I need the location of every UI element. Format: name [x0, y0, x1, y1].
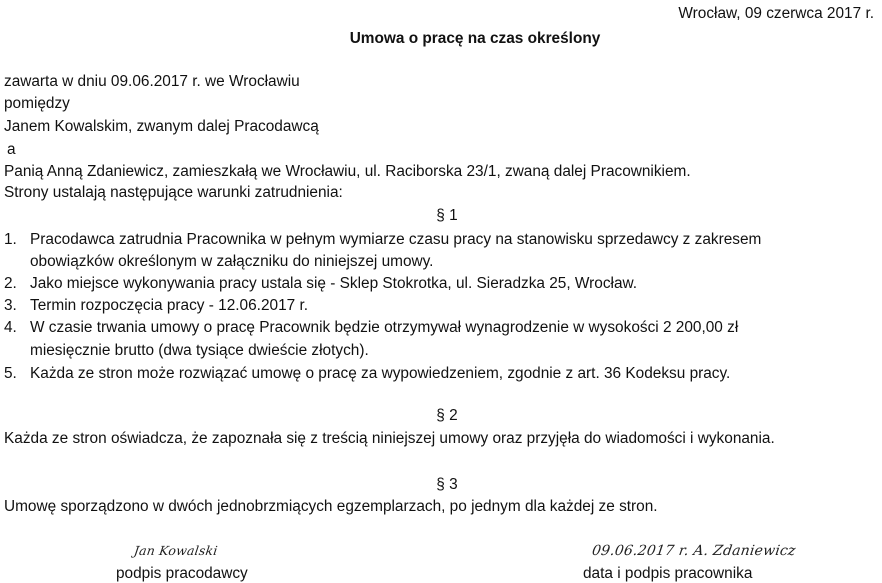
list-item-text: W czasie trwania umowy o pracę Pracownik będzie otrzymywał wynagrodzenie w wysokości 2 200,00 zł — [30, 319, 739, 336]
section-2-text: Każda ze stron oświadcza, że zapoznała się z treścią niniejszej umowy oraz przyjęła do wiadomości i wykonania. — [4, 430, 775, 447]
intro-line-3: Janem Kowalskim, zwanym dalej Pracodawcą — [4, 118, 319, 135]
intro-line-5: Panią Anną Zdaniewicz, zamieszkałą we Wrocławiu, ul. Raciborska 23/1, zwaną dalej Pracownikiem. — [4, 163, 691, 180]
list-item-number: 3. — [4, 297, 17, 314]
list-item-text: Jako miejsce wykonywania pracy ustala się - Sklep Stokrotka, ul. Sieradzka 25, Wrocław. — [30, 275, 638, 292]
employee-signature-caption: data i podpis pracownika — [583, 565, 753, 582]
intro-line-1: zawarta w dniu 09.06.2017 r. we Wrocławiu — [4, 73, 300, 90]
list-item-number: 1. — [4, 231, 17, 248]
list-item-text-continued: obowiązków określonym w załączniku do niniejszej umowy. — [30, 253, 434, 270]
employer-signature: Jan Kowalski — [132, 543, 219, 558]
intro-line-6: Strony ustalają następujące warunki zatrudnienia: — [4, 184, 343, 201]
list-item-text: Termin rozpoczęcia pracy - 12.06.2017 r. — [30, 297, 309, 314]
intro-line-2: pomiędzy — [4, 95, 70, 112]
list-item-number: 4. — [4, 319, 17, 336]
employee-signature: 09.06.2017 r. A. Zdaniewicz — [590, 543, 797, 559]
list-item-text-continued: miesięcznie brutto (dwa tysiące dwieście złotych). — [30, 342, 369, 359]
section-2-heading: § 2 — [436, 407, 458, 424]
list-item-number: 5. — [4, 365, 17, 382]
section-1-heading: § 1 — [436, 207, 458, 224]
intro-line-4: a — [7, 141, 16, 158]
section-3-text: Umowę sporządzono w dwóch jednobrzmiących egzemplarzach, po jednym dla każdej ze stron. — [4, 498, 658, 515]
list-item-text: Pracodawca zatrudnia Pracownika w pełnym wymiarze czasu pracy na stanowisku sprzedawcy z zakresem — [30, 231, 762, 248]
list-item-number: 2. — [4, 275, 17, 292]
employer-signature-caption: podpis pracodawcy — [116, 565, 248, 582]
section-3-heading: § 3 — [436, 476, 458, 493]
document-title: Umowa o pracę na czas określony — [349, 30, 601, 47]
place-date: Wrocław, 09 czerwca 2017 r. — [678, 5, 874, 22]
list-item-text: Każda ze stron może rozwiązać umowę o pracę za wypowiedzeniem, zgodnie z art. 36 Kodeksu pracy. — [30, 365, 731, 382]
